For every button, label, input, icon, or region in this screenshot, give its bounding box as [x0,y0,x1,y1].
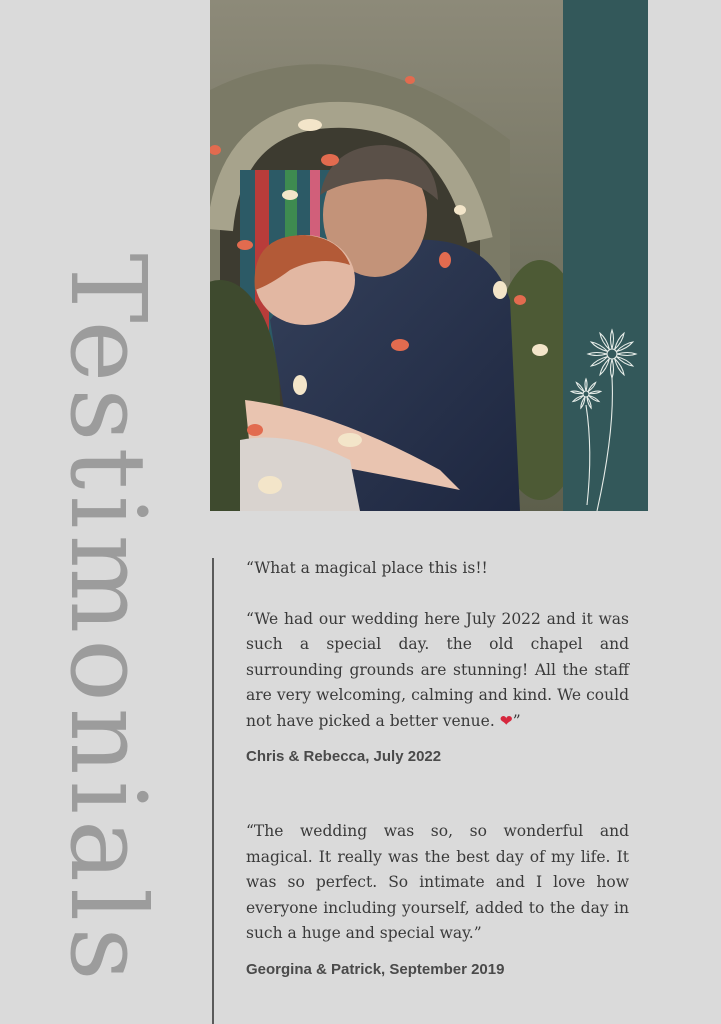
page-title: Testimonials [47,253,169,987]
heart-icon: ❤ [499,711,513,730]
testimonial-1 [246,556,629,765]
testimonial-2 [246,819,629,978]
accent-panel [563,0,648,511]
vertical-divider [212,558,214,1024]
testimonial-body: “We had our wedding here July 2022 and it was such a special day. the old chapel and surrounding grounds are stunning! All the staff are very welcoming, calming and kind. We could not have picked a better venue. ❤” [246,609,629,730]
testimonial-opening: “What a magical place this is!! [246,559,488,577]
testimonial-author: Chris & Rebecca, July 2022 [246,748,442,765]
wedding-photo [210,0,563,511]
testimonial-body: “The wedding was so, so wonderful and magical. It really was the best day of my life. It was so perfect. So intimate and I love how everyone including yourself, added to the day in such a huge and special way.” [246,822,629,942]
testimonial-author: Georgina & Patrick, September 2019 [246,960,505,978]
flower-line-art-icon [563,320,648,511]
